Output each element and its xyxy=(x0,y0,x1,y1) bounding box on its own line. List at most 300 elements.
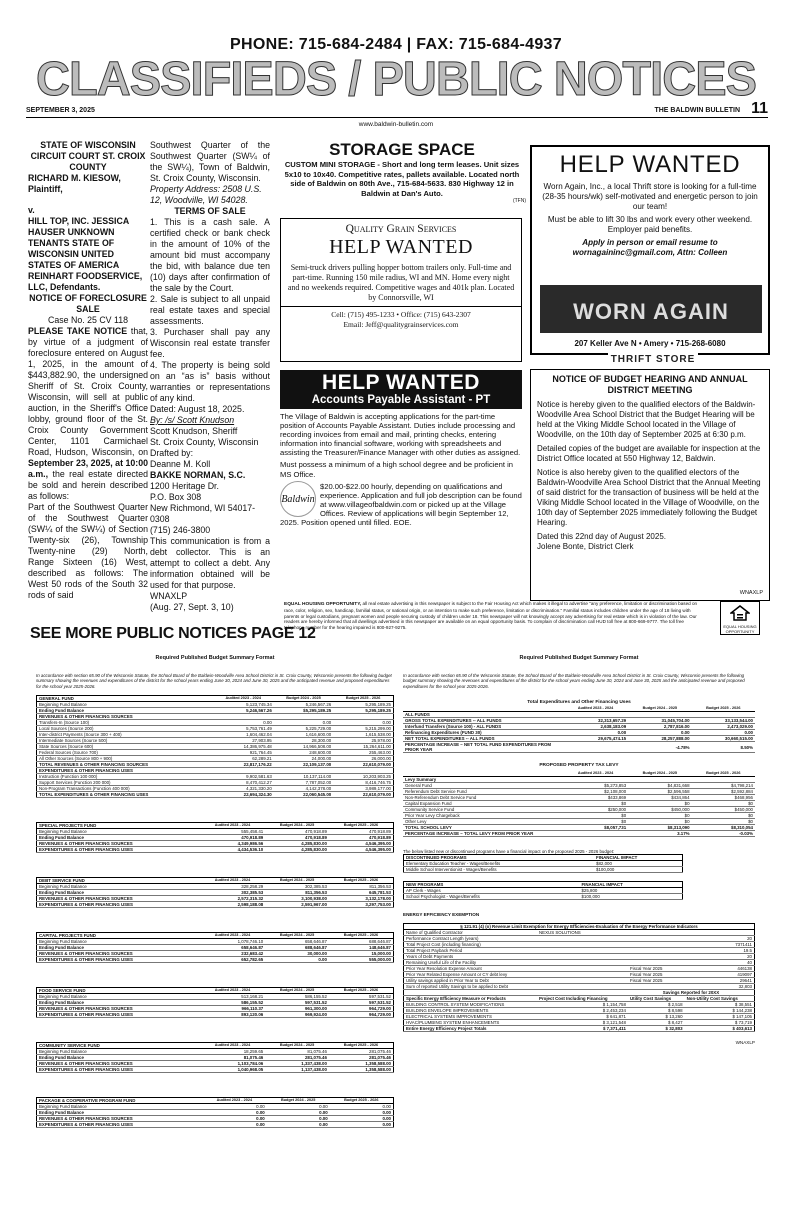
program-header: NEW PROGRAMS xyxy=(404,882,580,888)
row-value: $2,596,558 xyxy=(628,789,691,795)
drafted-by: Drafted by: xyxy=(150,448,194,458)
row-value: 2,787,816.00 xyxy=(628,724,691,730)
measure-cell: $ 144,238 xyxy=(685,1008,755,1014)
measure-cell: $ 38,551 xyxy=(685,1002,755,1008)
row-value: 2,591,967.00 xyxy=(265,902,329,908)
program-cell: AP Clerk - Wages xyxy=(404,888,580,894)
eho-icon-label: EQUAL HOUSING OPPORTUNITY xyxy=(723,624,757,634)
eho-lead: EQUAL HOUSING OPPORTUNITY, xyxy=(284,602,362,607)
wa-logo-sub: THRIFT STORE xyxy=(608,352,699,367)
energy-cell: Years of Debt Payments xyxy=(404,954,538,960)
row-label: Community Service Fund xyxy=(403,807,563,813)
measure-total-cell: Entire Energy Efficiency Project Totals xyxy=(404,1026,538,1032)
see-more-notices: SEE MORE PUBLIC NOTICES PAGE 12 xyxy=(30,625,316,642)
row-value: $0 xyxy=(628,801,691,807)
br-total-table xyxy=(403,706,755,753)
row-label: PERCENTAGE INCREASE – NET TOTAL FUND EXPENDITURES FROM PRIOR YEAR xyxy=(403,742,563,753)
storage-title: STORAGE SPACE xyxy=(329,140,475,159)
col-header: Audited 2023 - 2024 xyxy=(563,706,628,712)
row-value: 8,416,746.75 xyxy=(333,780,393,786)
measure-cell: $ 147,105 xyxy=(685,1014,755,1020)
row-label: Beginning Fund Balance xyxy=(37,1104,203,1110)
row-value: 81,075.46 xyxy=(265,1049,329,1055)
row-value: 0.00 xyxy=(692,730,755,736)
row-value: $0 xyxy=(563,813,628,819)
row-value: 1,616,600.00 xyxy=(274,732,333,738)
fund-col-header: Budget 2025 - 2026 xyxy=(330,1098,394,1104)
program-cell: Elementary Education Teacher - Wages/Benefits xyxy=(404,861,595,867)
br-disc-table xyxy=(403,854,683,873)
row-value: 0.00 xyxy=(267,1122,330,1128)
program-cell: $100,000 xyxy=(594,867,682,873)
budget-hearing-notice xyxy=(530,369,770,601)
row-value: 1,078,746.10 xyxy=(200,939,265,945)
row-value xyxy=(563,831,628,837)
row-value: 5,246,567.26 xyxy=(213,708,274,714)
program-row xyxy=(404,894,683,900)
row-value: 7,787,052.00 xyxy=(274,780,333,786)
row-label: TOTAL EXPENDITURES & OTHER FINANCING USES xyxy=(37,792,213,798)
wa-title: HELP WANTED xyxy=(559,151,741,178)
wa-logo-text: WORN AGAIN xyxy=(573,298,729,324)
legal-description: Part of the Southwest Quarter of the Southwest Quarter (SW¼ of the SW¼) of Section Twenty-six (26), Township Twenty-nine (29) North, Range Sixteen (16) West, described as follows: The West 50 rods of the South 32 rods of said xyxy=(28,502,148,600)
row-label: REVENUES & OTHER FINANCING SOURCES xyxy=(37,896,200,902)
storage-tag: (TFN) xyxy=(512,198,526,205)
row-label: General Fund xyxy=(403,783,563,789)
energy-cell: 40 xyxy=(685,960,755,966)
fund-name: FOOD SERVICE FUND xyxy=(37,988,200,994)
masthead-title: CLASSIFIEDS / PUBLIC NOTICES xyxy=(35,53,757,106)
energy-cell: 29641 xyxy=(685,978,755,984)
row-value: 4,546,395.00 xyxy=(329,841,394,847)
defendants: HILL TOP, INC. JESSICA HAUSER UNKNOWN TENANTS STATE OF WISCONSIN UNITED STATES OF AMERICA REINHART FOODSERVICE, LLC, Defendants. xyxy=(28,216,143,292)
row-value: 8.50% xyxy=(692,742,755,753)
fund-col-header: Budget 2024 - 2025 xyxy=(274,696,333,702)
row-value: 302,385.53 xyxy=(265,884,329,890)
row-value: 10,203,903.25 xyxy=(333,774,393,780)
village-baldwin-logo: Baldwin xyxy=(280,481,316,517)
measure-cell: HVAC/PLUMBING SYSTEM ENHANCEMENTS xyxy=(404,1020,538,1026)
row-value: 9,902,581.63 xyxy=(213,774,274,780)
issue-date: SEPTEMBER 3, 2025 xyxy=(26,107,95,114)
row-value: $0 xyxy=(563,801,628,807)
row-label: Ending Fund Balance xyxy=(37,1110,203,1116)
energy-cell: Name of Qualified Contractor xyxy=(404,930,538,936)
fund-table xyxy=(36,1042,394,1073)
row-label: Ending Fund Balance xyxy=(37,708,213,714)
row-value: 10,137,114.00 xyxy=(274,774,333,780)
fund-row xyxy=(37,1122,394,1128)
row-label: EXPENDITURES & OTHER FINANCING USES xyxy=(37,1067,200,1073)
row-value: 555,458.41 xyxy=(200,829,265,835)
row-label: EXPENDITURES & OTHER FINANCING USES xyxy=(37,1122,203,1128)
row-value: 513,168.21 xyxy=(200,994,265,1000)
row-value: $433,869 xyxy=(563,795,628,801)
fund-name: PACKAGE & COOPERATIVE PROGRAM FUND xyxy=(37,1098,203,1104)
row-value: 1,337,438.00 xyxy=(265,1061,329,1067)
measure-cell: $ 8,598 xyxy=(628,1008,685,1014)
row-value: $434,864 xyxy=(628,795,691,801)
fund-table xyxy=(36,987,394,1018)
fund-row xyxy=(37,902,394,908)
fund-table xyxy=(36,932,394,963)
row-value: 658,646.87 xyxy=(200,945,265,951)
fund-col-header: Budget 2024 - 2025 xyxy=(267,1098,330,1104)
row-value: 4,321,330.20 xyxy=(213,786,274,792)
row-value: $4,798,214 xyxy=(692,783,755,789)
fund-col-header: Audited 2023 - 2024 xyxy=(200,933,265,939)
row-label: Interfund Transfers (Source 100) - ALL FUNDS xyxy=(403,724,563,730)
qgs-email: Email: Jeff@qualitygrainservices.com xyxy=(343,320,459,329)
row-value: 921,764.45 xyxy=(213,750,274,756)
row-value: 586,155.52 xyxy=(200,1000,265,1006)
term-2: 2. Sale is subject to all unpaid real estate taxes and special assessments. xyxy=(150,294,270,326)
row-value: 30,000.00 xyxy=(265,951,329,957)
row-value: 4,546,395.00 xyxy=(329,847,394,853)
row-label: Beginning Fund Balance xyxy=(37,1049,200,1055)
energy-cell: Remaining Useful Life of the Facility xyxy=(404,960,538,966)
row-value: 893,120.06 xyxy=(200,1012,265,1018)
notice-body: that, by virtue of a judgment of foreclosure entered on August 1, 2025, in the amount of $443,882.90, the undersigned Sheriff of St. Croix County, Wisconsin, will sell at public auction, in the Sheriff's Office lobby, ground floor of the St. Croix County Government Center, 1101 Carmichael Road, Hudson, Wisconsin, on xyxy=(28,326,148,457)
row-value: 688,646.87 xyxy=(265,945,329,951)
fund-row xyxy=(37,1067,394,1073)
fund-col-header: Audited 2023 - 2024 xyxy=(200,823,265,829)
br-programs-note: The below listed new or discontinued programs have a financial impact on the proposed 2025 - 2026 budget: xyxy=(403,849,615,855)
row-label: TOTAL SCHOOL LEVY xyxy=(403,825,563,831)
fund-col-header: Budget 2024 - 2025 xyxy=(265,988,329,994)
row-value: 1,040,968.05 xyxy=(200,1067,265,1073)
row-value: 0.00 xyxy=(267,1116,330,1122)
measure-cell: BUILDING CONTROL SYSTEM MODIFICATIONS xyxy=(404,1002,538,1008)
budget-summary-right xyxy=(403,655,755,1045)
row-value: 0.00 xyxy=(330,1122,394,1128)
row-value: 2,638,183.09 xyxy=(563,724,628,730)
row-label: NET TOTAL EXPENDITURES -- ALL FUNDS xyxy=(403,736,563,742)
program-row xyxy=(404,867,683,873)
row-value: 4,434,536.10 xyxy=(200,847,265,853)
program-cell: School Psychologist - Wages/Benefits xyxy=(404,894,580,900)
row-value: -4.78% xyxy=(628,742,691,753)
row-value: 4,349,986.56 xyxy=(200,841,265,847)
fund-col-header: Audited 2023 - 2024 xyxy=(202,1098,267,1104)
debt-collector-notice: This communication is from a debt collector. This is an attempt to collect a debt. Any information obtained will be used for that purpose. xyxy=(150,536,270,590)
table-row xyxy=(403,831,755,837)
row-value: 22,694,324.30 xyxy=(213,792,274,798)
accounts-payable-ad xyxy=(280,370,522,604)
row-value: 2,473,029.00 xyxy=(692,724,755,730)
row-label: Ending Fund Balance xyxy=(37,890,200,896)
signature: By: /s/ Scott Knudson xyxy=(150,415,235,425)
row-label: Capital Expansion Fund xyxy=(403,801,563,807)
energy-cell: 19.5 xyxy=(685,948,755,954)
row-value: 2,598,188.08 xyxy=(200,902,265,908)
energy-cell: Sum of reported Utility Savings to be applied to Debt xyxy=(404,984,538,990)
row-value: 2,572,315.32 xyxy=(200,896,265,902)
phone-fax-line: PHONE: 715-684-2484 | FAX: 715-684-4937 xyxy=(230,36,562,53)
row-value: 0.00 xyxy=(202,1104,267,1110)
row-label: Instruction (Function 100 000) xyxy=(37,774,213,780)
row-value: 255,463.00 xyxy=(333,750,393,756)
measure-total-cell: $ 32,803 xyxy=(628,1026,685,1032)
publication-dates: (Aug. 27, Sept. 3, 10) xyxy=(150,602,234,612)
row-value: 33,133,544.00 xyxy=(692,718,755,724)
col-header: Budget 2025 - 2026 xyxy=(692,771,755,777)
row-value: 0.00 xyxy=(330,1110,394,1116)
energy-cell: Total Project Cost (including financing) xyxy=(404,942,538,948)
fund-col-header: Budget 2025 - 2026 xyxy=(329,823,394,829)
row-value: 29,675,474.15 xyxy=(563,736,628,742)
row-value: $450,000 xyxy=(628,807,691,813)
qgs-company: Quality Grain Services xyxy=(345,223,457,235)
term-4: 4. The property is being sold on an “as is” basis without warranties or representations of any kind. xyxy=(150,360,270,403)
row-value: 232,683.42 xyxy=(200,951,265,957)
row-value: 1,358,588.00 xyxy=(329,1067,394,1073)
row-value: 4,285,830.00 xyxy=(265,847,329,853)
row-value: 964,729.00 xyxy=(329,1012,394,1018)
row-label: GROSS TOTAL EXPENDITURES -- ALL FUNDS xyxy=(403,718,563,724)
row-label: EXPENDITURES & OTHER FINANCING USES xyxy=(37,957,200,963)
wa-address: 207 Keller Ave N • Amery • 715-268-6080 xyxy=(574,339,726,348)
bl-title: Required Published Budget Summary Format xyxy=(155,655,275,661)
row-value: $250,000 xyxy=(563,807,628,813)
bn-p1: Notice is hereby given to the qualified electors of the Baldwin-Woodville Area School District that the Budget Hearing will be held at the Viking Middle School located in the Village of Woodville, on the 10th day of September 2025 at 6:30 p.m. xyxy=(537,400,756,439)
col-header: Audited 2023 - 2024 xyxy=(563,771,628,777)
row-label: EXPENDITURES & OTHER FINANCING USES xyxy=(37,1012,200,1018)
br-energy-title: ENERGY EFFICIENCY EXEMPTION xyxy=(403,912,480,918)
fund-table xyxy=(36,822,394,853)
row-value: 966,110.37 xyxy=(200,1006,265,1012)
energy-cell: Total Project Payback Period xyxy=(404,948,538,954)
measure-cell: $ 13,260 xyxy=(628,1014,685,1020)
energy-cell: 32,803 xyxy=(685,984,755,990)
row-value: 3,297,753.00 xyxy=(329,902,394,908)
row-value: 1,103,784.06 xyxy=(200,1061,265,1067)
col-header: Budget 2025 - 2026 xyxy=(692,706,755,712)
row-label: REVENUES & OTHER FINANCING SOURCES xyxy=(37,1116,203,1122)
row-label: REVENUES & OTHER FINANCING SOURCES xyxy=(37,951,200,957)
row-value: 969,924.00 xyxy=(265,1012,329,1018)
table-row xyxy=(403,742,755,753)
storage-ad xyxy=(278,140,526,204)
term-1: 1. This is a cash sale. A certified check or bank check in the amount of 10% of the amount bid must accompany the bid, with balance due ten (10) days after confirmation of the sale by the Court. xyxy=(150,217,270,293)
wa-p1: Worn Again, Inc., a local Thrift store is looking for a full-time (28-35 hours/wk) self-motivated and energetic person to join our team! xyxy=(542,182,758,211)
row-value: $0 xyxy=(692,813,755,819)
row-value: 15,264,611.00 xyxy=(333,744,393,750)
bn-clerk: Jolene Bonte, District Clerk xyxy=(537,542,634,551)
energy-cell: Fiscal Year 2025 xyxy=(628,966,685,972)
row-value: 811,356.53 xyxy=(329,884,394,890)
budget-summary-left xyxy=(36,655,394,1128)
row-label: Beginning Fund Balance xyxy=(37,702,213,708)
row-value: $0 xyxy=(628,819,691,825)
bn-title: NOTICE OF BUDGET HEARING AND ANNUAL DISTRICT MEETING xyxy=(552,374,748,395)
row-value: 3,132,178.00 xyxy=(329,896,394,902)
foreclosure-notice-col2 xyxy=(150,140,270,613)
row-value: 597,531.52 xyxy=(329,994,394,1000)
publication-name: THE BALDWIN BULLETIN xyxy=(654,107,740,114)
energy-cell: Utility savings applied in Prior Year to Debt xyxy=(404,978,538,984)
row-value: 658,646.87 xyxy=(265,939,329,945)
row-value: 1,615,538.00 xyxy=(333,732,393,738)
row-value: 281,075.46 xyxy=(265,1055,329,1061)
row-label: Local Sources (Source 200) xyxy=(37,726,213,732)
row-label: Ending Fund Balance xyxy=(37,1055,200,1061)
row-value: $8,310,054 xyxy=(692,825,755,831)
col-header: Budget 2024 - 2025 xyxy=(628,706,691,712)
br-levy-title: PROPOSED PROPERTY TAX LEVY xyxy=(539,763,619,769)
row-value: 22,817,176.22 xyxy=(213,762,274,768)
energy-cell: NEXUS SOLUTIONS xyxy=(537,930,628,936)
row-value: 1,604,462.04 xyxy=(213,732,274,738)
header-rule xyxy=(26,117,768,118)
qgs-title: HELP WANTED xyxy=(329,236,473,258)
row-label: Ending Fund Balance xyxy=(37,835,200,841)
row-label: EXPENDITURES & OTHER FINANCING USES xyxy=(37,768,213,774)
row-label: PERCENTAGE INCREASE – TOTAL LEVY FROM PRIOR YEAR xyxy=(403,831,563,837)
program-cell: $82,000 xyxy=(594,861,682,867)
br-energy-table xyxy=(403,923,755,1032)
row-label: Ending Fund Balance xyxy=(37,1000,200,1006)
fund-col-header: Budget 2025 - 2026 xyxy=(329,878,394,884)
notice-body-end: the real estate directed be sold and herein described as follows: xyxy=(28,469,148,501)
quality-grain-ad xyxy=(280,218,522,362)
row-value: 3,100,938.00 xyxy=(265,896,329,902)
notice-title: NOTICE OF FORECLOSURE SALE xyxy=(29,293,147,314)
ap-p3: $20.00-$22.00 hourly, depending on qualifications and experience. Application and full job description can be found at www.villageofbaldwin.com or picked up at the Village Offices. Review of applications will begin September 12, 2025. Position opened until filled. EOE. xyxy=(280,481,522,528)
bn-p2: Detailed copies of the budget are available for inspection at the District Office located at 550 Highway 12, Baldwin. xyxy=(537,444,761,463)
fund-name: COMMUNITY SERVICE FUND xyxy=(37,1043,200,1049)
row-value: 645,781.53 xyxy=(329,890,394,896)
row-label: Federal Sources (Source 700) xyxy=(37,750,213,756)
attorney-name: Deanne M. Koll xyxy=(150,459,211,469)
notice-lead: PLEASE TAKE NOTICE xyxy=(28,326,128,336)
row-value: 22,610,079.00 xyxy=(333,792,393,798)
law-firm: BAKKE NORMAN, S.C. xyxy=(150,470,246,480)
br-total-title: Total Expenditures and Other Financing Uses xyxy=(527,700,631,706)
row-value: $468,956 xyxy=(692,795,755,801)
row-value: 0.00 xyxy=(330,1116,394,1122)
program-header: FINANCIAL IMPACT xyxy=(594,855,682,861)
qgs-phones: Cell: (715) 495-1233 • Office: (715) 643-2307 xyxy=(331,310,471,319)
property-address: Property Address: 2508 U.S. 12, Woodville, WI 54028. xyxy=(150,184,262,205)
fund-name: CAPITAL PROJECTS FUND xyxy=(37,933,200,939)
energy-cell: 446138 xyxy=(685,966,755,972)
measure-cell: $ 641,871 xyxy=(537,1014,628,1020)
notice-tag: WNAXLP xyxy=(150,591,188,601)
program-cell: Middle School Interventionist - Wages/Benefits xyxy=(404,867,595,873)
col-header: Budget 2024 - 2025 xyxy=(628,771,691,777)
row-value: 5,295,189.25 xyxy=(333,708,393,714)
eho-text: all real estate advertising in this newspaper is subject to the Fair Housing Act which makes it illegal to advertise "any preference, limitation or discrimination based on race, color, religion, sex, handicap, familial status, or national origin, or an intention to make such preference, limitation or discrimination." Familial status includes children under the age of 18 living with parents or legal custodians, pregnant women and people securing custody of children under 18. This newspaper will not knowingly accept any advertising for real estate which is in violation of the law. Our readers are hereby informed that all dwellings advertised in this newspaper are available on an equal opportunity basis. To complain of discrimination call HUD toll free at 800-669-9777. The toll free telephone number for the hearing impaired is 800-927-9275. xyxy=(284,601,698,631)
energy-cell: Prior Year Related Expense Amount or CY debt levy xyxy=(404,972,538,978)
measure-total-cell: $ 7,371,411 xyxy=(537,1026,628,1032)
row-value: 27,903.95 xyxy=(213,738,274,744)
row-value: 0.00 xyxy=(267,1110,330,1116)
measure-header: Non-Utility Cost Savings xyxy=(685,996,755,1002)
row-label: REVENUES & OTHER FINANCING SOURCES xyxy=(37,841,200,847)
firm-address-1: 1200 Heritage Dr. xyxy=(150,481,219,491)
fund-col-header: Budget 2024 - 2025 xyxy=(265,933,329,939)
savings-header: Savings Reported for 20XX xyxy=(628,990,755,996)
row-value: 22,109,137.00 xyxy=(274,762,333,768)
row-value: 597,531.52 xyxy=(265,1000,329,1006)
row-value: $0 xyxy=(692,819,755,825)
bl-note: In accordance with section 65.90 of the Wisconsin Statute, the School Board of the Baldwin-Woodville Area School District in St. Croix County, Wisconsin presents the following budget summary showing the revenues and expenditures of the district for the school years ending June 30, 2024 and June 30, 2025 and the anticipated revenue and proposed expenditures for the school year 2025-2026. xyxy=(36,673,392,689)
energy-cell: 20 xyxy=(685,936,755,942)
ap-p2: Must possess a minimum of a high school degree and be proficient in MS Office. xyxy=(280,460,513,479)
plaintiff: RICHARD M. KIESOW, Plaintiff, xyxy=(28,173,121,194)
page-number: 11 xyxy=(751,100,768,117)
row-value: $450,000 xyxy=(692,807,755,813)
row-value: 26,000.00 xyxy=(333,756,393,762)
row-value: 248,600.00 xyxy=(274,750,333,756)
row-value: 14,386,975.48 xyxy=(213,744,274,750)
wa-p2: Must be able to lift 30 lbs and work every other weekend. Employer paid benefits. xyxy=(547,215,753,234)
row-value: 470,918.89 xyxy=(329,835,394,841)
measure-cell: $ 2,518 xyxy=(628,1002,685,1008)
row-value: 3,989,177.00 xyxy=(333,786,393,792)
energy-subtitle: § 121.91 (4) (o) Revenue Limit Exemption for Energy Efficiencies-Evaluation of the Energy Performance Indicators xyxy=(404,924,755,930)
versus: v. xyxy=(28,205,35,215)
wa-p3: Apply in person or email resume to wornagaininc@gmail.com, Attn: Colleen xyxy=(572,238,728,257)
row-value: $8,313,090 xyxy=(628,825,691,831)
row-value: 28,300.00 xyxy=(274,738,333,744)
bn-tag: WNAXLP xyxy=(739,590,763,596)
row-value: 1,358,588.00 xyxy=(329,1061,394,1067)
court-name: STATE OF WISCONSIN CIRCUIT COURT ST. CROIX COUNTY xyxy=(30,140,146,172)
fund-row xyxy=(37,792,394,798)
row-value: 18,259.65 xyxy=(200,1049,265,1055)
row-value: 4,285,830.00 xyxy=(265,841,329,847)
sheriff-name: Scott Knudson, Sheriff xyxy=(150,426,238,436)
row-label: Other Levy xyxy=(403,819,563,825)
terms-title: TERMS OF SALE xyxy=(174,206,246,216)
row-value: 470,918.89 xyxy=(265,835,329,841)
row-label: Transfers-In (Source 100) xyxy=(37,720,213,726)
measure-cell: $ 3,121,548 xyxy=(537,1020,628,1026)
row-value: $5,295,189.25 xyxy=(274,708,333,714)
br-tag: WNAXLP xyxy=(735,1040,755,1046)
row-value: $0 xyxy=(628,813,691,819)
row-label: Beginning Fund Balance xyxy=(37,939,200,945)
program-header: DISCONTINUED PROGRAMS xyxy=(404,855,595,861)
row-label: REVENUES & OTHER FINANCING SOURCES xyxy=(37,1061,200,1067)
row-value: 0.00 xyxy=(202,1116,267,1122)
row-value: 964,729.00 xyxy=(329,1006,394,1012)
fund-col-header: Audited 2023 - 2024 xyxy=(213,696,274,702)
row-value: $4,831,668 xyxy=(628,783,691,789)
program-cell: $100,000 xyxy=(579,894,682,900)
fund-row xyxy=(37,1012,394,1018)
row-value xyxy=(563,742,628,753)
row-label: Non-Referendum Debt Service Fund xyxy=(403,795,563,801)
row-value: 586,155.52 xyxy=(265,994,329,1000)
row-label: EXPENDITURES & OTHER FINANCING USES xyxy=(37,847,200,853)
row-value: 470,918.89 xyxy=(200,835,265,841)
row-label: Refinancing Expenditures (FUND 30) xyxy=(403,730,563,736)
row-value: 281,075.46 xyxy=(329,1055,394,1061)
row-value: 0.00 xyxy=(213,720,274,726)
fund-table xyxy=(36,695,394,798)
row-value: 30,660,515.00 xyxy=(692,736,755,742)
row-value: 281,075.46 xyxy=(329,1049,394,1055)
fund-table xyxy=(36,877,394,908)
row-label: Ending Fund Balance xyxy=(37,945,200,951)
sale-date: September 23, 2025, at 10:00 a.m., xyxy=(28,458,148,479)
energy-cell: Performance Contract Length (years) xyxy=(404,936,538,942)
term-3: 3. Purchaser shall pay any Wisconsin real estate transfer fee. xyxy=(150,327,270,359)
row-value: 28,257,888.00 xyxy=(628,736,691,742)
